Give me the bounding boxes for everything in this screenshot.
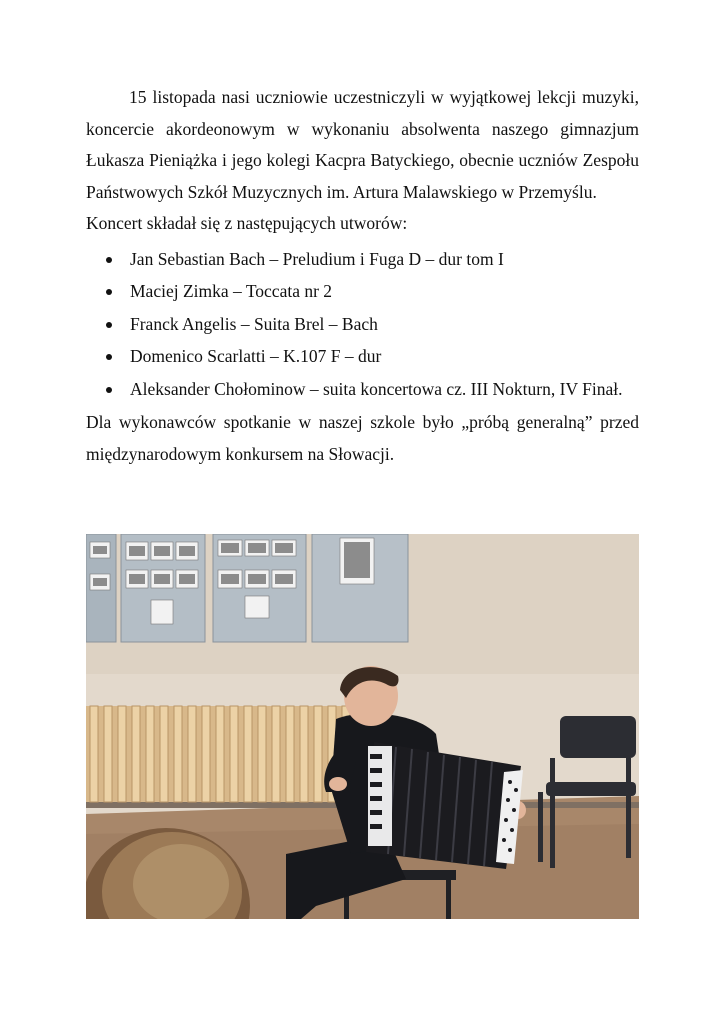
bullet-icon bbox=[106, 322, 112, 328]
list-item: Aleksander Chołominow – suita koncertowa cz. III Nokturn, IV Finał. bbox=[86, 374, 639, 406]
list-item: Domenico Scarlatti – K.107 F – dur bbox=[86, 341, 639, 373]
list-item: Franck Angelis – Suita Brel – Bach bbox=[86, 309, 639, 341]
program-heading: Koncert składał się z następujących utworów: bbox=[86, 213, 408, 233]
bullet-icon bbox=[106, 354, 112, 360]
concert-photo bbox=[86, 534, 639, 919]
intro-paragraph: 15 listopada nasi uczniowie uczestniczyli w wyjątkowej lekcji muzyki, koncercie akordeonowym w wykonaniu absolwenta naszego gimnazjum Łukasza Pieniążka i jego kolegi Kacpra Batyckiego, obecnie uczniów Zespołu Państwowych Szkół Muzycznych im. Artura Malawskiego w Przemyślu. bbox=[86, 87, 639, 202]
bullet-icon bbox=[106, 257, 112, 263]
list-item: Maciej Zimka – Toccata nr 2 bbox=[86, 276, 639, 308]
closing-paragraph: Dla wykonawców spotkanie w naszej szkole było „próbą generalną” przed międzynarodowym konkursem na Słowacji. bbox=[86, 412, 639, 464]
pieces-list bbox=[86, 244, 639, 406]
radiator bbox=[86, 706, 358, 802]
document-body bbox=[86, 82, 639, 470]
list-item: Jan Sebastian Bach – Preludium i Fuga D – dur tom I bbox=[86, 244, 639, 276]
bullet-icon bbox=[106, 289, 112, 295]
bullet-icon bbox=[106, 387, 112, 393]
